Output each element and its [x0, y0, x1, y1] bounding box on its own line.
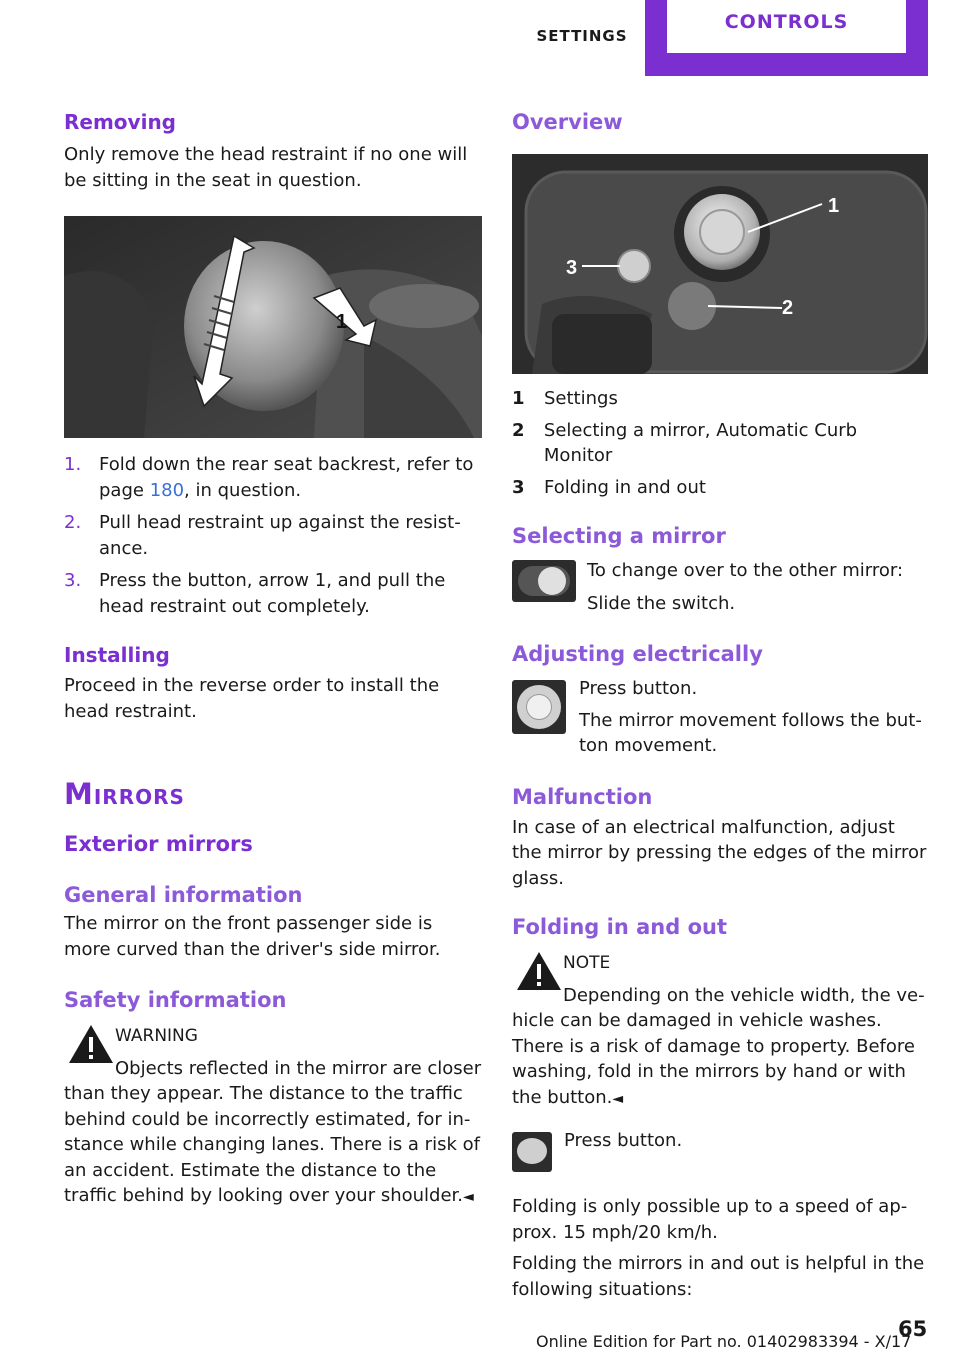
- step-number: 1.: [64, 454, 82, 475]
- photo-label-1: 1: [828, 195, 840, 217]
- adjusting-heading: Adjusting electrically: [512, 642, 763, 666]
- warning-block: [64, 1024, 482, 1081]
- tab-settings[interactable]: SETTINGS: [536, 27, 628, 45]
- malfunction-text: In case of an electrical malfunction, adjust the mirror by pressing the edges of the mirror glass.: [512, 816, 927, 889]
- safety-info-heading: Safety information: [64, 988, 287, 1012]
- removal-steps: [64, 452, 482, 619]
- legend-text: Settings: [544, 388, 618, 409]
- exterior-mirrors-heading: Exterior mirrors: [64, 832, 253, 856]
- installing-heading: Installing: [64, 643, 170, 667]
- selecting-block: [512, 558, 930, 616]
- legend-number: 2: [512, 419, 525, 441]
- warning-text-first: Objects reflected in the mirror are closer: [115, 1057, 482, 1079]
- list-item: [64, 452, 482, 503]
- general-info-text: The mirror on the front passenger side is more curved than the driver's side mirror.: [64, 913, 441, 960]
- legend-text: Folding in and out: [544, 476, 706, 498]
- tab-controls[interactable]: [645, 0, 928, 76]
- list-item: [64, 568, 482, 619]
- step-number: 2.: [64, 512, 82, 533]
- step-text: Pull head restraint up against the resist‐ance.: [99, 512, 461, 559]
- warning-text-rest: [64, 1081, 482, 1211]
- legend-number: 1: [512, 388, 525, 409]
- step-text-after: , in question.: [184, 479, 302, 501]
- folding-helpful-text: Folding the mirrors in and out is helpful in the following situations:: [512, 1253, 925, 1300]
- note-text-rest: [512, 1008, 930, 1112]
- folding-speed-text: Folding is only possible up to a speed of ap‐prox. 15 mph/20 km/h.: [512, 1196, 908, 1243]
- list-item: [64, 510, 482, 561]
- warning-label: WARNING: [115, 1026, 198, 1046]
- photo-label-3: 3: [566, 257, 578, 279]
- mirrors-heading: Mirrors: [64, 777, 185, 811]
- adjusting-text-2: The mirror movement follows the but‐ton movement.: [579, 709, 922, 756]
- malfunction-heading: Malfunction: [512, 784, 653, 809]
- tab-controls-label: CONTROLS: [724, 11, 849, 33]
- fold-button-icon: [512, 1132, 552, 1172]
- selecting-mirror-heading: Selecting a mirror: [512, 524, 726, 548]
- head-restraint-photo: [64, 216, 482, 438]
- folding-heading: Folding in and out: [512, 915, 727, 939]
- tab-controls-label-box: [667, 0, 906, 53]
- note-triangle-icon: [512, 951, 566, 991]
- adjusting-block: [512, 676, 930, 759]
- right-column: [512, 108, 930, 1302]
- legend-item: [512, 418, 930, 469]
- legend-text: Selecting a mirror, Automatic Curb Monitor: [543, 419, 858, 466]
- note-block: [512, 951, 930, 1008]
- photo-label-2: 2: [782, 297, 794, 319]
- legend-item: [512, 386, 930, 412]
- step-text: Fold down the rear seat backrest, refer to page: [99, 454, 474, 501]
- page-number: 65: [898, 1317, 928, 1341]
- warning-text-rest-body: than they appear. The distance to the traffic behind could be incorrectly estimated, for in‐stance while changing lanes. There is a risk of an accident. Estimate the distance to the traffic behind by looking over your shoulder.: [64, 1083, 480, 1206]
- edition-footer: Online Edition for Part no. 01402983394 - X/17: [536, 1332, 912, 1351]
- mirror-controls-photo: [512, 154, 928, 374]
- page-link[interactable]: 180: [149, 479, 185, 501]
- note-text-rest-body: hicle can be damaged in vehicle washes. There is a risk of damage to property. Before washing, fold in the mirrors by hand or with the button.: [512, 1010, 915, 1108]
- removing-text: Only remove the head restraint if no one will be sitting in the seat in question.: [64, 144, 468, 191]
- step-number: 3.: [64, 570, 82, 591]
- note-text-first: Depending on the vehicle width, the ve‐: [563, 984, 925, 1006]
- fold-button-block: [512, 1132, 930, 1172]
- legend-number: 3: [512, 476, 525, 498]
- removing-heading: Removing: [64, 110, 176, 134]
- general-info-heading: General information: [64, 883, 303, 907]
- installing-text: Proceed in the reverse order to install the head restraint.: [64, 675, 440, 722]
- adjusting-text-1: Press button.: [579, 678, 698, 699]
- overview-heading: Overview: [512, 110, 623, 134]
- note-label: NOTE: [563, 953, 611, 973]
- mirror-switch-icon: [512, 560, 576, 602]
- photo-callout-1: 1: [336, 311, 348, 333]
- legend-item: [512, 475, 930, 501]
- end-mark: ◄: [612, 1090, 624, 1107]
- mirror-adjust-button-icon: [512, 680, 566, 734]
- overview-legend: [512, 386, 930, 500]
- warning-triangle-icon: [64, 1024, 118, 1064]
- end-mark: ◄: [463, 1189, 474, 1205]
- selecting-text-1: To change over to the other mirror:: [587, 560, 904, 581]
- selecting-text-2: Slide the switch.: [587, 592, 736, 614]
- press-button-text: Press button.: [564, 1130, 683, 1151]
- left-column: [64, 108, 482, 1211]
- step-text: Press the button, arrow 1, and pull the head restraint out completely.: [99, 570, 446, 617]
